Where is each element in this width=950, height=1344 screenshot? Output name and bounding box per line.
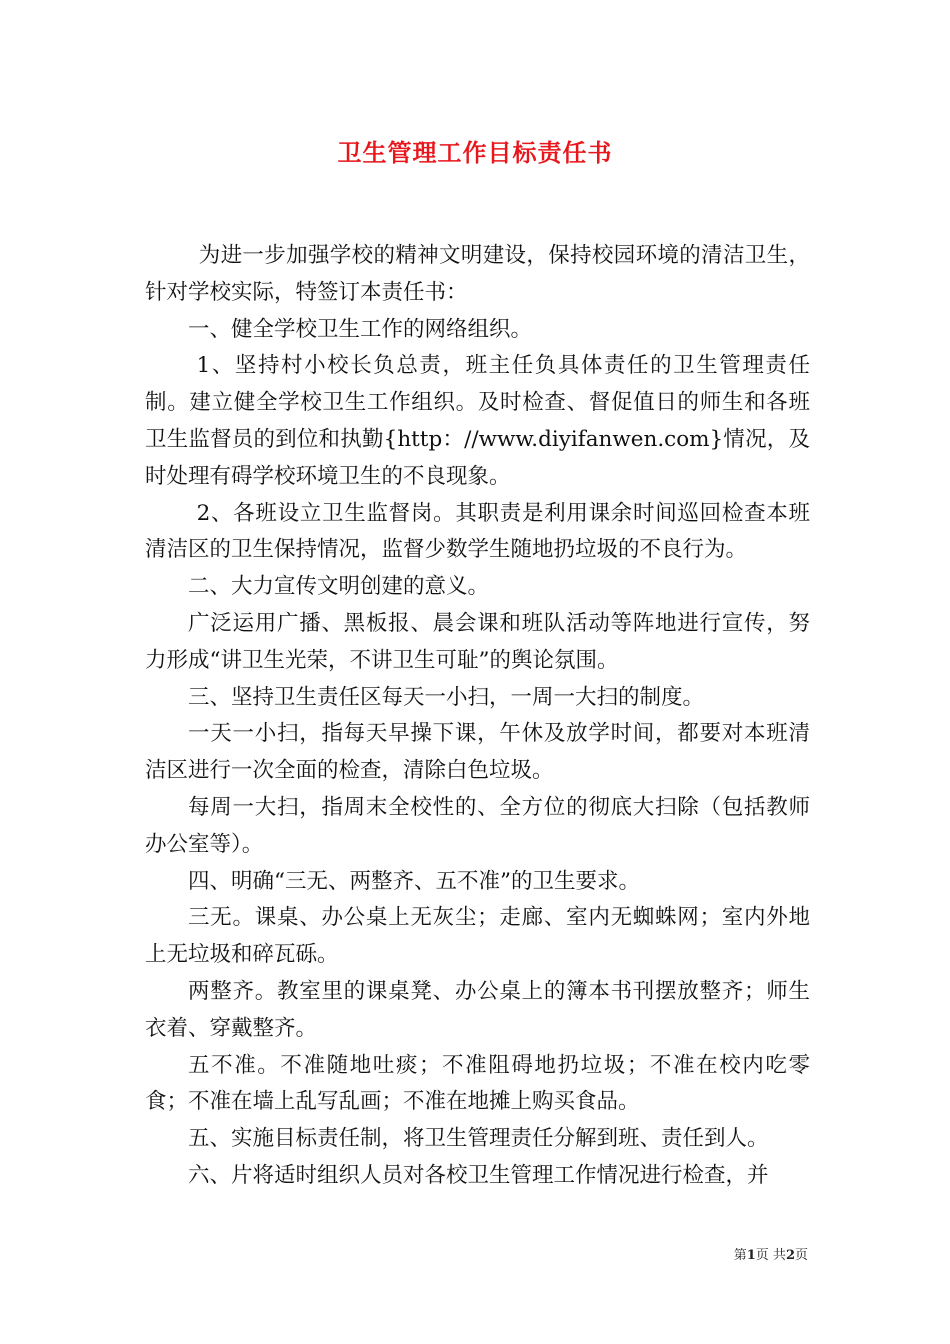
footer-middle: 页 共	[755, 1248, 786, 1263]
paragraph-3-daily: 一天一小扫，指每天早操下课，午休及放学时间，都要对本班清洁区进行一次全面的检查，清除白色垃圾。	[145, 721, 810, 784]
section-heading-1: 一、健全学校卫生工作的网络组织。	[188, 316, 533, 342]
paragraph-4-two-neat: 两整齐。教室里的课桌凳、办公桌上的簿本书刊摆放整齐；师生衣着、穿戴整齐。	[145, 978, 810, 1041]
footer-prefix: 第	[733, 1248, 747, 1263]
footer-suffix: 页	[794, 1248, 808, 1263]
paragraph-1-1: 1、坚持村小校长负总责，班主任负具体责任的卫生管理责任制。建立健全学校卫生工作组织。及时检查、督促值日的师生和各班卫生监督员的到位和执勤{http：//www.diyifanwen.com}情况，及时处理有碍学校环境卫生的不良现象。	[145, 353, 810, 489]
section-heading-3: 三、坚持卫生责任区每天一小扫，一周一大扫的制度。	[188, 684, 705, 710]
paragraph-4-three-none: 三无。课桌、办公桌上无灰尘；走廊、室内无蜘蛛网；室内外地上无垃圾和碎瓦砾。	[145, 905, 810, 968]
section-heading-2: 二、大力宣传文明创建的意义。	[188, 574, 490, 600]
footer-current-page: 1	[746, 1248, 756, 1263]
section-heading-6: 六、片将适时组织人员对各校卫生管理工作情况进行检查，并	[188, 1162, 769, 1188]
paragraph-4-five-not: 五不准。不准随地吐痰；不准阻碍地扔垃圾；不准在校内吃零食；不准在墙上乱写乱画；不准在地摊上购买食品。	[145, 1052, 810, 1115]
footer-total-pages: 2	[785, 1248, 795, 1263]
section-heading-4: 四、明确“三无、两整齐、五不准”的卫生要求。	[188, 868, 640, 894]
paragraph-1-2: 2、各班设立卫生监督岗。其职责是利用课余时间巡回检查本班清洁区的卫生保持情况，监督少数学生随地扔垃圾的不良行为。	[145, 500, 810, 563]
page-number-footer	[0, 1244, 808, 1263]
document-body	[145, 238, 810, 1195]
section-heading-5: 五、实施目标责任制，将卫生管理责任分解到班、责任到人。	[188, 1126, 769, 1152]
paragraph-2: 广泛运用广播、黑板报、晨会课和班队活动等阵地进行宣传，努力形成“讲卫生光荣，不讲卫生可耻”的舆论氛围。	[145, 610, 810, 673]
paragraph-3-weekly: 每周一大扫，指周末全校性的、全方位的彻底大扫除（包括教师办公室等）。	[145, 794, 810, 857]
document-title: 卫生管理工作目标责任书	[337, 138, 613, 167]
paragraph-intro: 为进一步加强学校的精神文明建设，保持校园环境的清洁卫生，针对学校实际，特签订本责任书：	[145, 243, 810, 305]
